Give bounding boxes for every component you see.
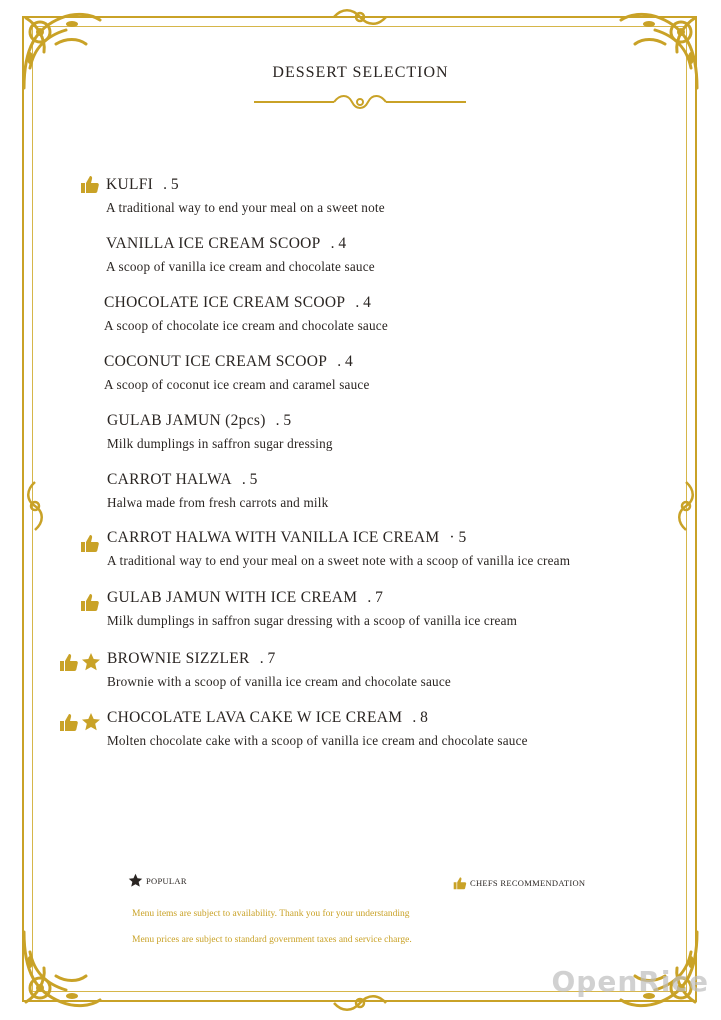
item-name: GULAB JAMUN (2pcs) (107, 412, 266, 429)
item-name: CHOCOLATE LAVA CAKE W ICE CREAM (107, 709, 403, 726)
item-badges (80, 174, 100, 194)
star-icon (81, 652, 101, 672)
item-name: BROWNIE SIZZLER (107, 650, 250, 667)
item-name: COCONUT ICE CREAM SCOOP (104, 353, 328, 370)
item-price: . 5 (163, 176, 179, 193)
item-price: . 7 (367, 589, 383, 606)
star-icon (128, 873, 143, 888)
item-description: Milk dumplings in saffron sugar dressing with a scoop of vanilla ice cream (107, 613, 518, 628)
menu-item (104, 294, 388, 334)
item-price: · 5 (449, 529, 467, 546)
item-price: . 4 (337, 353, 353, 370)
item-description: Milk dumplings in saffron sugar dressing (107, 436, 333, 451)
item-price: . 4 (330, 235, 347, 252)
taxes-note: Menu prices are subject to standard government taxes and service charge. (132, 935, 412, 945)
legend-popular (128, 873, 187, 888)
item-price: . 7 (259, 650, 276, 667)
item-price: . 4 (355, 294, 371, 311)
star-icon (81, 712, 101, 732)
scroll-ornament-icon (330, 6, 390, 28)
item-name: CHOCOLATE ICE CREAM SCOOP (104, 294, 346, 311)
menu-item (107, 589, 517, 629)
item-description: Molten chocolate cake with a scoop of vanilla ice cream and chocolate sauce (107, 733, 528, 748)
item-badges (59, 652, 101, 672)
menu-item (106, 235, 375, 275)
item-badges (80, 592, 100, 612)
corner-ornament-icon (16, 8, 106, 98)
menu-item (107, 709, 528, 749)
availability-note: Menu items are subject to availability. Thank you for your understanding (132, 909, 410, 919)
legend-popular-label: POPULAR (146, 875, 187, 886)
item-description: A traditional way to end your meal on a sweet note with a scoop of vanilla ice cream (107, 553, 571, 568)
menu-item (107, 650, 451, 690)
menu-item (107, 471, 328, 511)
item-name: CARROT HALWA WITH VANILLA ICE CREAM (107, 529, 440, 546)
menu-title: DESSERT SELECTION (272, 64, 449, 81)
scroll-ornament-icon (675, 478, 697, 534)
corner-ornament-icon (16, 922, 106, 1012)
item-description: Brownie with a scoop of vanilla ice cream and chocolate sauce (107, 674, 451, 689)
scroll-ornament-icon (330, 992, 390, 1014)
menu-item (107, 529, 570, 569)
thumbs-up-icon (59, 712, 79, 732)
item-name: CARROT HALWA (107, 471, 232, 488)
scroll-ornament-icon (24, 478, 46, 534)
corner-ornament-icon (615, 8, 705, 98)
thumbs-up-icon (59, 652, 79, 672)
item-description: A scoop of coconut ice cream and caramel sauce (104, 377, 370, 392)
thumbs-up-icon (80, 592, 100, 612)
item-name: GULAB JAMUN WITH ICE CREAM (107, 589, 358, 606)
item-description: A scoop of vanilla ice cream and chocolate sauce (106, 259, 375, 274)
item-name: VANILLA ICE CREAM SCOOP (106, 235, 321, 252)
item-name: KULFI (106, 176, 154, 193)
thumbs-up-icon (453, 876, 467, 890)
title-divider-icon (254, 92, 466, 112)
item-description: Halwa made from fresh carrots and milk (107, 495, 329, 510)
legend-chefs-label: CHEFS RECOMMENDATION (470, 878, 586, 888)
watermark: OpenRice (551, 965, 709, 998)
item-badges (59, 712, 101, 732)
item-price: . 8 (412, 709, 428, 726)
thumbs-up-icon (80, 174, 100, 194)
item-price: . 5 (241, 471, 258, 488)
item-description: A scoop of chocolate ice cream and chocolate sauce (104, 318, 388, 333)
thumbs-up-icon (80, 533, 100, 553)
menu-item (104, 353, 370, 393)
item-description: A traditional way to end your meal on a sweet note (106, 200, 385, 215)
menu-item (107, 412, 333, 452)
legend-chefs (453, 876, 585, 890)
item-badges (80, 533, 100, 553)
menu-item (106, 176, 385, 216)
item-price: . 5 (275, 412, 292, 429)
